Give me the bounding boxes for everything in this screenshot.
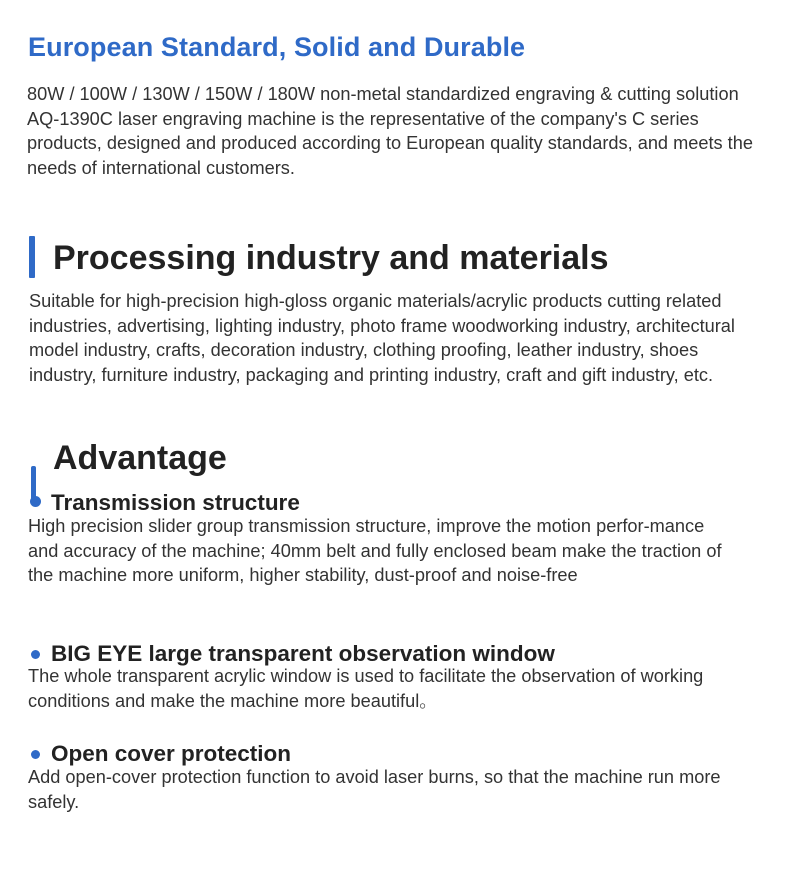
advantage-title: Advantage: [53, 439, 227, 477]
advantage-accent-dot: [30, 496, 41, 507]
intro-title: European Standard, Solid and Durable: [28, 32, 526, 62]
processing-paragraph: Suitable for high-precision high-gloss organic materials/acrylic products cutting related industries, advertising, lighting industry, photo frame woodworking industry, architectural model industry, crafts, decoration industry, clothing proofing, leather industry, shoes industry, furniture industry, packaging and printing industry, craft and gift industry, etc.: [29, 291, 735, 385]
transmission-structure-paragraph: High precision slider group transmission structure, improve the motion perfor-mance and accuracy of the machine; 40mm belt and fully enclosed beam make the traction of the machine more uniform, higher stability, dust-proof and noise-free: [28, 516, 722, 585]
big-eye-title: BIG EYE large transparent observation window: [51, 641, 555, 666]
open-cover-title: Open cover protection: [51, 741, 292, 766]
processing-title: Processing industry and materials: [53, 239, 609, 277]
open-cover-paragraph: Add open-cover protection function to avoid laser burns, so that the machine run more safely.: [28, 767, 721, 812]
bullet-icon: [31, 650, 40, 659]
open-cover-heading: [31, 741, 291, 767]
processing-accent-bar: [29, 236, 35, 278]
transmission-structure-title: Transmission structure: [51, 490, 300, 515]
bullet-icon: [31, 750, 40, 759]
intro-paragraph: 80W / 100W / 130W / 150W / 180W non-metal standardized engraving & cutting solution AQ-1390C laser engraving machine is the representative of the company's C series products, designed and produced according to European quality standards, and meets the needs of international customers.: [27, 84, 753, 178]
big-eye-paragraph: The whole transparent acrylic window is used to facilitate the observation of working conditions and make the machine more beautiful。: [28, 666, 704, 711]
